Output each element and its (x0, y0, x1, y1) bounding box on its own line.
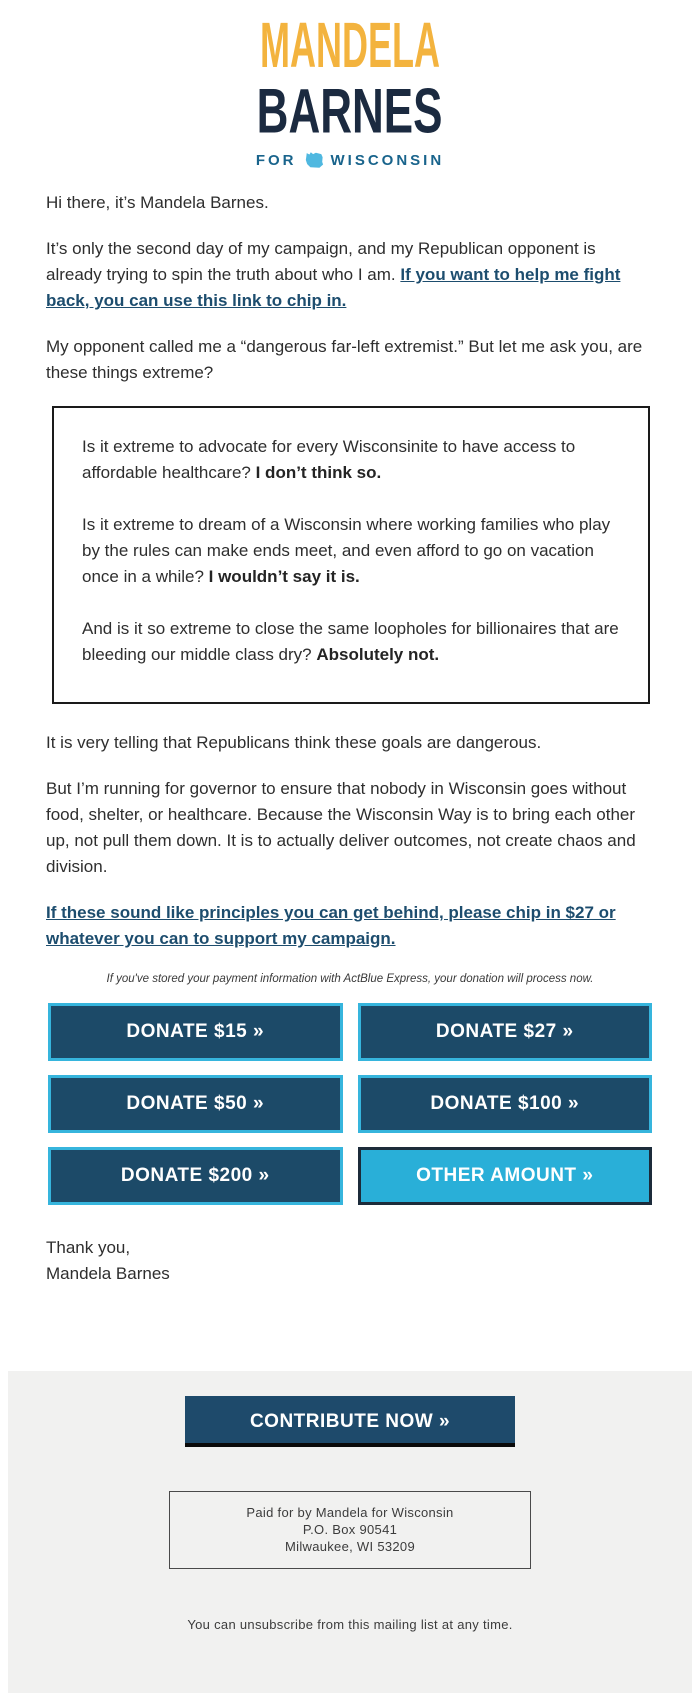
paid-for-disclaimer (169, 1491, 531, 1569)
cta-paragraph (46, 900, 654, 952)
quote-item: Is it extreme to advocate for every Wisconsinite to have access to affordable healthcare? I don’t think so. (82, 437, 576, 482)
disclaimer-line: Milwaukee, WI 53209 (285, 1539, 415, 1554)
quote-item: And is it so extreme to close the same loopholes for billionaires that are bleeding our middle class dry? Absolutely not. (82, 619, 619, 664)
signoff-name: Mandela Barnes (46, 1264, 170, 1283)
donate-15-button[interactable]: DONATE $15 » (48, 1003, 343, 1061)
campaign-logo (0, 0, 700, 170)
contribute-now-button[interactable]: CONTRIBUTE NOW » (185, 1396, 515, 1447)
logo-barnes-text: BARNES (257, 75, 443, 147)
email-footer (8, 1371, 692, 1693)
chip-in-27-link[interactable]: If these sound like principles you can get behind, please chip in $27 or whatever you can to support my campaign. (46, 903, 616, 948)
donate-200-button[interactable]: DONATE $200 » (48, 1147, 343, 1205)
opponent-paragraph: My opponent called me a “dangerous far-left extremist.” But let me ask you, are these things extreme? (46, 337, 643, 382)
greeting-paragraph: Hi there, it’s Mandela Barnes. (46, 193, 269, 212)
disclaimer-line: Paid for by Mandela for Wisconsin (246, 1505, 454, 1520)
telling-paragraph: It is very telling that Republicans think these goals are dangerous. (46, 733, 542, 752)
unsubscribe-text[interactable]: You can unsubscribe from this mailing list at any time. (187, 1617, 513, 1632)
donate-100-button[interactable]: DONATE $100 » (358, 1075, 653, 1133)
logo-mandela-text: MANDELA (259, 9, 440, 81)
signoff (46, 1235, 654, 1287)
other-amount-button[interactable]: OTHER AMOUNT » (358, 1147, 653, 1205)
donate-50-button[interactable]: DONATE $50 » (48, 1075, 343, 1133)
disclaimer-line: P.O. Box 90541 (302, 1522, 398, 1537)
logo-wisconsin-text: WISCONSIN (330, 151, 445, 169)
logo-tagline (0, 150, 700, 170)
donate-button-grid (48, 1003, 652, 1205)
extreme-questions-box (52, 406, 650, 704)
chip-in-link[interactable]: If you want to help me fight back, you can use this link to chip in. (46, 265, 621, 310)
spacer (0, 1287, 700, 1371)
email-content (0, 170, 700, 1287)
donate-27-button[interactable]: DONATE $27 » (358, 1003, 653, 1061)
wisconsin-state-icon (303, 150, 325, 170)
running-paragraph: But I’m running for governor to ensure that nobody in Wisconsin goes without food, shelter, or healthcare. Because the Wisconsin Way is to bring each other up, not pull them down. It is to actually deliver outcomes, not create chaos and division. (46, 779, 636, 876)
spacer (0, 1693, 700, 1700)
intro-paragraph: It’s only the second day of my campaign, and my Republican opponent is already trying to spin the truth about who I am. If you want to help me fight back, you can use this link to chip in. (46, 239, 621, 310)
signoff-thanks: Thank you, (46, 1238, 131, 1257)
actblue-express-note: If you've stored your payment information with ActBlue Express, your donation will process now. (106, 973, 594, 985)
logo-for-text: FOR (255, 151, 297, 169)
quote-item: Is it extreme to dream of a Wisconsin where working families who play by the rules can make ends meet, and even afford to go on vacation once in a while? I wouldn’t say it is. (82, 515, 611, 586)
